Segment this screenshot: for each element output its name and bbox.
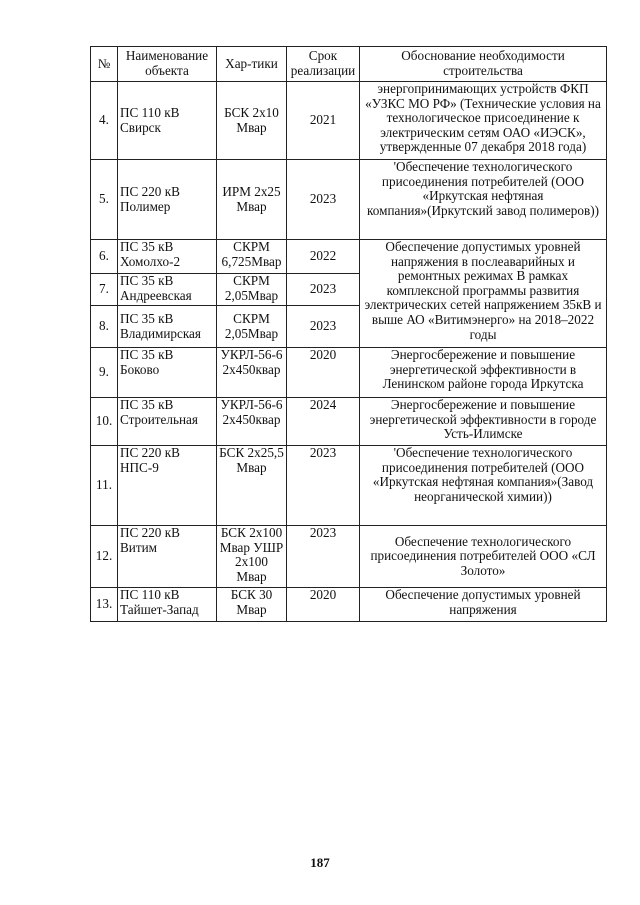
row-num: 6. — [91, 240, 118, 274]
table-header-row — [91, 47, 607, 82]
header-num: № — [91, 47, 118, 82]
header-term: Срок реализации — [287, 47, 360, 82]
row-term: 2023 — [287, 526, 360, 588]
header-reason: Обоснование необходимости строительства — [360, 47, 607, 82]
row-reason: Обеспечение технологического присоединения потребителей ООО «СЛ Золото» — [360, 526, 607, 588]
row-specs: БСК 30 Мвар — [217, 588, 287, 622]
row-name: ПС 220 кВ Полимер — [118, 160, 217, 240]
table-row — [91, 160, 607, 240]
row-num: 8. — [91, 306, 118, 348]
row-name: ПС 220 кВ Витим — [118, 526, 217, 588]
table-row — [91, 348, 607, 398]
row-name: ПС 35 кВ Хомолхо-2 — [118, 240, 217, 274]
table-row — [91, 82, 607, 160]
row-num: 13. — [91, 588, 118, 622]
row-name: ПС 35 кВ Строительная — [118, 398, 217, 446]
row-specs: СКРМ 2,05Мвар — [217, 306, 287, 348]
row-num: 11. — [91, 446, 118, 526]
row-name: ПС 220 кВ НПС-9 — [118, 446, 217, 526]
row-term: 2020 — [287, 588, 360, 622]
row-specs: СКРМ 6,725Мвар — [217, 240, 287, 274]
row-term: 2024 — [287, 398, 360, 446]
row-name: ПС 35 кВ Владимирская — [118, 306, 217, 348]
table-row — [91, 526, 607, 588]
row-term: 2021 — [287, 82, 360, 160]
row-specs: СКРМ 2,05Мвар — [217, 274, 287, 306]
row-term: 2023 — [287, 274, 360, 306]
row-specs: ИРМ 2х25 Мвар — [217, 160, 287, 240]
table-row — [91, 446, 607, 526]
row-num: 7. — [91, 274, 118, 306]
objects-table — [90, 46, 607, 622]
row-specs: УКРЛ-56-6 2х450квар — [217, 398, 287, 446]
page-number: 187 — [310, 855, 330, 870]
row-num: 12. — [91, 526, 118, 588]
row-reason: 'Обеспечение технологического присоединения потребителей (ООО «Иркутская нефтяная компания»(Завод неорганической химии)) — [360, 446, 607, 526]
row-reason: Обеспечение допустимых уровней напряжения — [360, 588, 607, 622]
row-term: 2023 — [287, 160, 360, 240]
row-name: ПС 35 кВ Андреевская — [118, 274, 217, 306]
row-term: 2020 — [287, 348, 360, 398]
header-name: Наименование объекта — [118, 47, 217, 82]
row-num: 9. — [91, 348, 118, 398]
row-term: 2023 — [287, 446, 360, 526]
row-num: 5. — [91, 160, 118, 240]
row-num: 10. — [91, 398, 118, 446]
row-reason: 'Обеспечение технологического присоединения потребителей (ООО «Иркутская нефтяная компания»(Иркутский завод полимеров)) — [360, 160, 607, 240]
row-num: 4. — [91, 82, 118, 160]
row-term: 2022 — [287, 240, 360, 274]
table-row — [91, 398, 607, 446]
row-specs: УКРЛ-56-6 2х450квар — [217, 348, 287, 398]
row-specs: БСК 2х25,5 Мвар — [217, 446, 287, 526]
header-specs: Хар-тики — [217, 47, 287, 82]
row-reason: энергопринимающих устройств ФКП «УЗКС МО РФ» (Технические условия на технологическое присоединение к электрическим сетям ОАО «ИЭСК», утвержденные 07 декабря 2018 года) — [360, 82, 607, 160]
row-name: ПС 35 кВ Боково — [118, 348, 217, 398]
table-row — [91, 240, 607, 274]
row-name: ПС 110 кВ Тайшет-Запад — [118, 588, 217, 622]
row-reason: Обеспечение допустимых уровней напряжения в послеаварийных и ремонтных режимах В рамках комплексной программы развития электрических сетей напряжением 35кВ и выше АО «Витимэнерго» на 2018–2022 годы — [360, 240, 607, 348]
row-term: 2023 — [287, 306, 360, 348]
table-row — [91, 588, 607, 622]
row-name: ПС 110 кВ Свирск — [118, 82, 217, 160]
row-reason: Энергосбережение и повышение энергетической эффективности в Ленинском районе города Иркутска — [360, 348, 607, 398]
row-reason: Энергосбережение и повышение энергетической эффективности в городе Усть-Илимске — [360, 398, 607, 446]
row-specs: БСК 2х100 Мвар УШР 2х100 Мвар — [217, 526, 287, 588]
row-specs: БСК 2х10 Мвар — [217, 82, 287, 160]
